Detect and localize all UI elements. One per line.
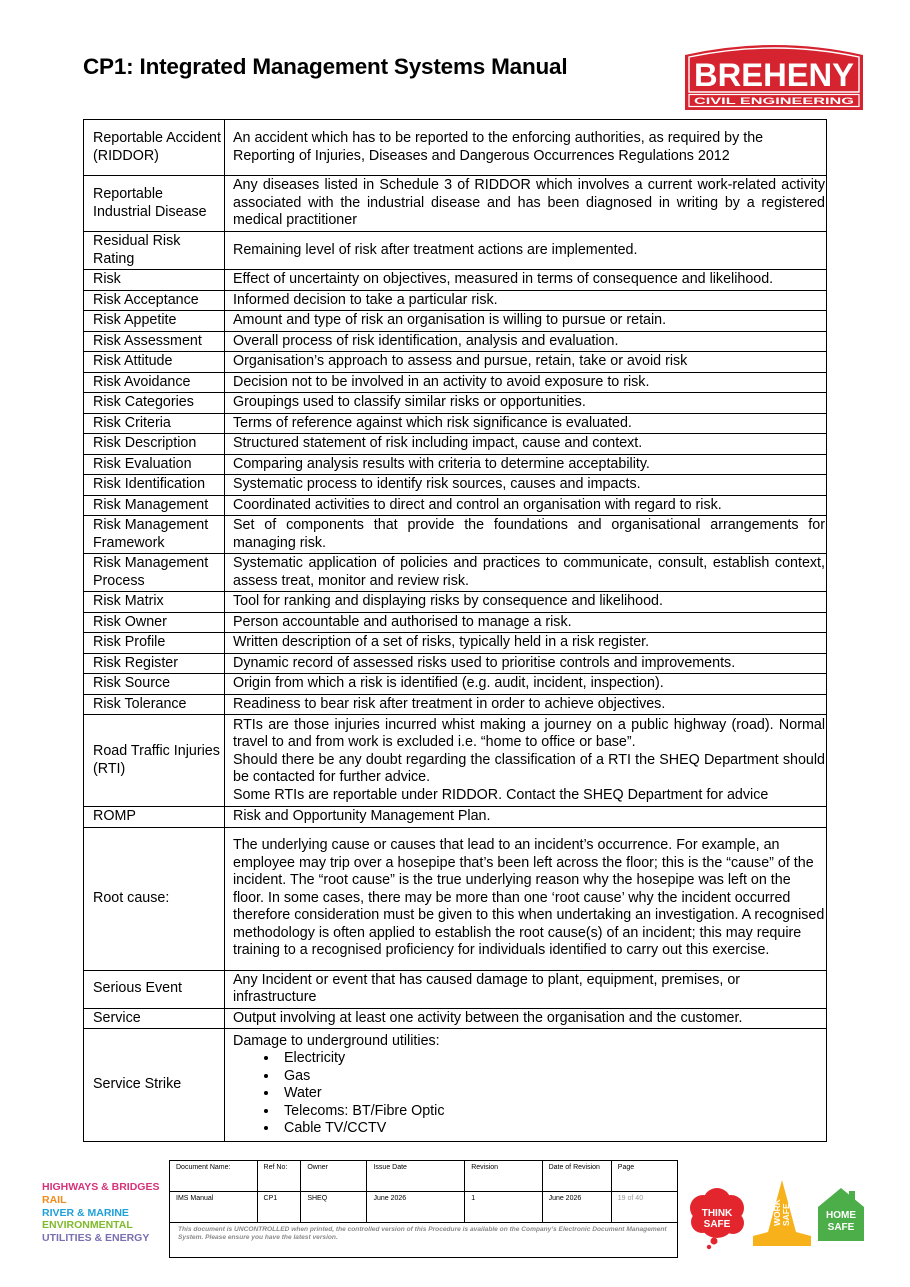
- table-row: [84, 475, 827, 496]
- table-row: [84, 694, 827, 715]
- sector-list: [42, 1181, 159, 1245]
- safety-badges: [683, 1180, 869, 1250]
- table-row: [84, 807, 827, 828]
- definition-text: Output involving at least one activity between the organisation and the customer.: [225, 1008, 827, 1029]
- table-row: [84, 270, 827, 291]
- list-item: • Electricity: [279, 1050, 825, 1068]
- table-row: [84, 413, 827, 434]
- definition-text: Decision not to be involved in an activity to avoid exposure to risk.: [225, 372, 827, 393]
- definition-text: Tool for ranking and displaying risks by consequence and likelihood.: [225, 592, 827, 613]
- definition-text: Terms of reference against which risk significance is evaluated.: [225, 413, 827, 434]
- table-row: [84, 495, 827, 516]
- list-item: • Telecoms: BT/Fibre Optic: [279, 1103, 825, 1121]
- table-row: [84, 715, 827, 807]
- definition-term: Service: [84, 1008, 225, 1029]
- footer-value: June 2026: [542, 1192, 611, 1223]
- definition-text: Remaining level of risk after treatment actions are implemented.: [225, 232, 827, 270]
- definition-term: Risk Acceptance: [84, 290, 225, 311]
- definition-text: Dynamic record of assessed risks used to prioritise controls and improvements.: [225, 653, 827, 674]
- footer-value: 1: [465, 1192, 542, 1223]
- definition-text: Readiness to bear risk after treatment in order to achieve objectives.: [225, 694, 827, 715]
- definition-term: Risk Management Framework: [84, 516, 225, 554]
- table-row: [84, 372, 827, 393]
- definition-term: Risk Evaluation: [84, 454, 225, 475]
- table-row: [84, 554, 827, 592]
- table-row: [84, 454, 827, 475]
- list-item: • Cable TV/CCTV: [279, 1120, 825, 1138]
- table-row: [84, 311, 827, 332]
- breheny-logo: [683, 41, 865, 111]
- definition-term: Risk: [84, 270, 225, 291]
- definition-term: Risk Identification: [84, 475, 225, 496]
- definition-term: Risk Criteria: [84, 413, 225, 434]
- page-title: CP1: Integrated Management Systems Manual: [83, 54, 568, 79]
- footer-header: Revision: [465, 1161, 542, 1192]
- table-row: [84, 674, 827, 695]
- sector-label: ENVIRONMENTAL: [42, 1219, 133, 1232]
- definition-term: Risk Owner: [84, 612, 225, 633]
- footer-header: Ref No:: [257, 1161, 301, 1192]
- definition-text: Origin from which a risk is identified (e.g. audit, incident, inspection).: [225, 674, 827, 695]
- footer-value: SHEQ: [301, 1192, 367, 1223]
- definition-term: Root cause:: [84, 827, 225, 970]
- definition-term: Risk Attitude: [84, 352, 225, 373]
- list-item: • Water: [279, 1085, 825, 1103]
- definition-term: Risk Profile: [84, 633, 225, 654]
- table-row: [84, 1008, 827, 1029]
- definition-text: The underlying cause or causes that lead to an incident’s occurrence. For example, an employee may trip over a hosepipe that’s been left across the floor; this is the “cause” of the incident. The “root cause” is the true underlying reason why the hosepipe was left on the floor. In some cases, there may be more than one ‘root cause’ why the incident occurred therefore consideration must be given to this when undertaking an investigation. A recognised methodology is often applied to establish the root cause(s) of an incident; this may require training to a recognised proficiency for individuals identified to carry out this exercise.: [225, 827, 827, 970]
- document-control-table: [169, 1160, 678, 1258]
- footer-value: IMS Manual: [170, 1192, 258, 1223]
- footer-header: Issue Date: [367, 1161, 465, 1192]
- think-safe-line1: THINK: [701, 1208, 733, 1219]
- footer-value: CP1: [257, 1192, 301, 1223]
- list-item: • Gas: [279, 1068, 825, 1086]
- table-row: [84, 393, 827, 414]
- definitions-table: [83, 119, 827, 1142]
- table-row: [84, 176, 827, 232]
- work-safe-badge: [753, 1180, 811, 1246]
- definition-term: Risk Matrix: [84, 592, 225, 613]
- definition-text: Systematic process to identify risk sources, causes and impacts.: [225, 475, 827, 496]
- definition-text: Overall process of risk identification, analysis and evaluation.: [225, 331, 827, 352]
- definition-text: Comparing analysis results with criteria to determine acceptability.: [225, 454, 827, 475]
- sector-label: RIVER & MARINE: [42, 1206, 129, 1219]
- footer-value: June 2026: [367, 1192, 465, 1223]
- work-safe-line1: WORK: [772, 1199, 782, 1226]
- definition-term: Risk Avoidance: [84, 372, 225, 393]
- definition-text: Structured statement of risk including impact, cause and context.: [225, 434, 827, 455]
- footer-header: Owner: [301, 1161, 367, 1192]
- definition-term: Risk Assessment: [84, 331, 225, 352]
- sector-label: UTILITIES & ENERGY: [42, 1232, 150, 1245]
- table-row: [84, 331, 827, 352]
- definition-term: Risk Management: [84, 495, 225, 516]
- table-row: [84, 653, 827, 674]
- definition-term: Risk Categories: [84, 393, 225, 414]
- table-row: [84, 232, 827, 270]
- definition-term: Road Traffic Injuries (RTI): [84, 715, 225, 807]
- logo-wordmark: BREHENY: [694, 57, 854, 93]
- definition-text: Person accountable and authorised to manage a risk.: [225, 612, 827, 633]
- definition-term: Residual Risk Rating: [84, 232, 225, 270]
- rti-paragraph: Should there be any doubt regarding the classification of a RTI the SHEQ Department should be contacted for further advice.: [233, 751, 825, 786]
- logo-tagline: CIVIL ENGINEERING: [694, 96, 854, 106]
- definition-text: Effect of uncertainty on objectives, measured in terms of consequence and likelihood.: [225, 270, 827, 291]
- utility-list: [233, 1050, 825, 1138]
- think-safe-badge: [690, 1188, 744, 1249]
- definition-term: Service Strike: [84, 1029, 225, 1142]
- definition-text: Systematic application of policies and practices to communicate, consult, establish context, assess treat, monitor and review risk.: [225, 554, 827, 592]
- table-row: [84, 434, 827, 455]
- definition-term: Serious Event: [84, 970, 225, 1008]
- rti-paragraph: RTIs are those injuries incurred whist making a journey on a public highway (road). Normal travel to and from work is excluded i.e. “home to office or base”.: [233, 716, 825, 751]
- think-safe-line2: SAFE: [703, 1219, 731, 1230]
- definition-text: Risk and Opportunity Management Plan.: [225, 807, 827, 828]
- table-row: [84, 592, 827, 613]
- definition-text: An accident which has to be reported to the enforcing authorities, as required by the Reporting of Injuries, Diseases and Dangerous Occurrences Regulations 2012: [225, 120, 827, 176]
- definition-text: Informed decision to take a particular risk.: [225, 290, 827, 311]
- table-row: [84, 516, 827, 554]
- table-row: [84, 352, 827, 373]
- table-row: [84, 120, 827, 176]
- home-safe-badge: [818, 1188, 864, 1241]
- table-row: [84, 970, 827, 1008]
- home-safe-line1: HOME: [826, 1210, 856, 1221]
- service-strike-intro: Damage to underground utilities:: [233, 1032, 440, 1049]
- uncontrolled-note: This document is UNCONTROLLED when printed, the controlled version of this Procedure is available on the Company’s Electronic Document Management System. Please ensure you have the latest version.: [170, 1223, 678, 1258]
- definition-text: Groupings used to classify similar risks or opportunities.: [225, 393, 827, 414]
- table-row: [170, 1223, 678, 1258]
- definition-term: Risk Source: [84, 674, 225, 695]
- definition-term: Risk Description: [84, 434, 225, 455]
- definition-text: Any diseases listed in Schedule 3 of RIDDOR which involves a current work-related activity associated with the industrial disease and has been diagnosed in writing by a registered medical practitioner: [225, 176, 827, 232]
- footer-header: Date of Revision: [542, 1161, 611, 1192]
- sector-label: RAIL: [42, 1193, 67, 1206]
- table-row: [170, 1161, 678, 1192]
- work-safe-line2: SAFE: [781, 1203, 791, 1226]
- definition-term: Risk Appetite: [84, 311, 225, 332]
- definition-term: Reportable Industrial Disease: [84, 176, 225, 232]
- table-row: [84, 612, 827, 633]
- page-number: 19 of 40: [611, 1192, 677, 1223]
- definition-text: Organisation’s approach to assess and pursue, retain, take or avoid risk: [225, 352, 827, 373]
- sector-label: HIGHWAYS & BRIDGES: [42, 1181, 160, 1193]
- definition-text: Set of components that provide the foundations and organisational arrangements for managing risk.: [225, 516, 827, 554]
- table-row: [84, 290, 827, 311]
- definition-term: Risk Tolerance: [84, 694, 225, 715]
- footer-header: Page: [611, 1161, 677, 1192]
- definition-term: ROMP: [84, 807, 225, 828]
- definition-text: [225, 715, 827, 807]
- table-row: [84, 827, 827, 970]
- table-row: [84, 633, 827, 654]
- definition-text: [225, 1029, 827, 1142]
- definition-text: Amount and type of risk an organisation is willing to pursue or retain.: [225, 311, 827, 332]
- definition-text: Written description of a set of risks, typically held in a risk register.: [225, 633, 827, 654]
- definition-term: Risk Management Process: [84, 554, 225, 592]
- definition-text: Coordinated activities to direct and control an organisation with regard to risk.: [225, 495, 827, 516]
- footer-header: Document Name:: [170, 1161, 258, 1192]
- definition-text: Any Incident or event that has caused damage to plant, equipment, premises, or infrastructure: [225, 970, 827, 1008]
- home-safe-line2: SAFE: [827, 1222, 855, 1233]
- table-row: [84, 1029, 827, 1142]
- rti-paragraph: Some RTIs are reportable under RIDDOR. Contact the SHEQ Department for advice: [233, 786, 769, 803]
- table-row: [170, 1192, 678, 1223]
- definition-term: Reportable Accident (RIDDOR): [84, 120, 225, 176]
- definition-term: Risk Register: [84, 653, 225, 674]
